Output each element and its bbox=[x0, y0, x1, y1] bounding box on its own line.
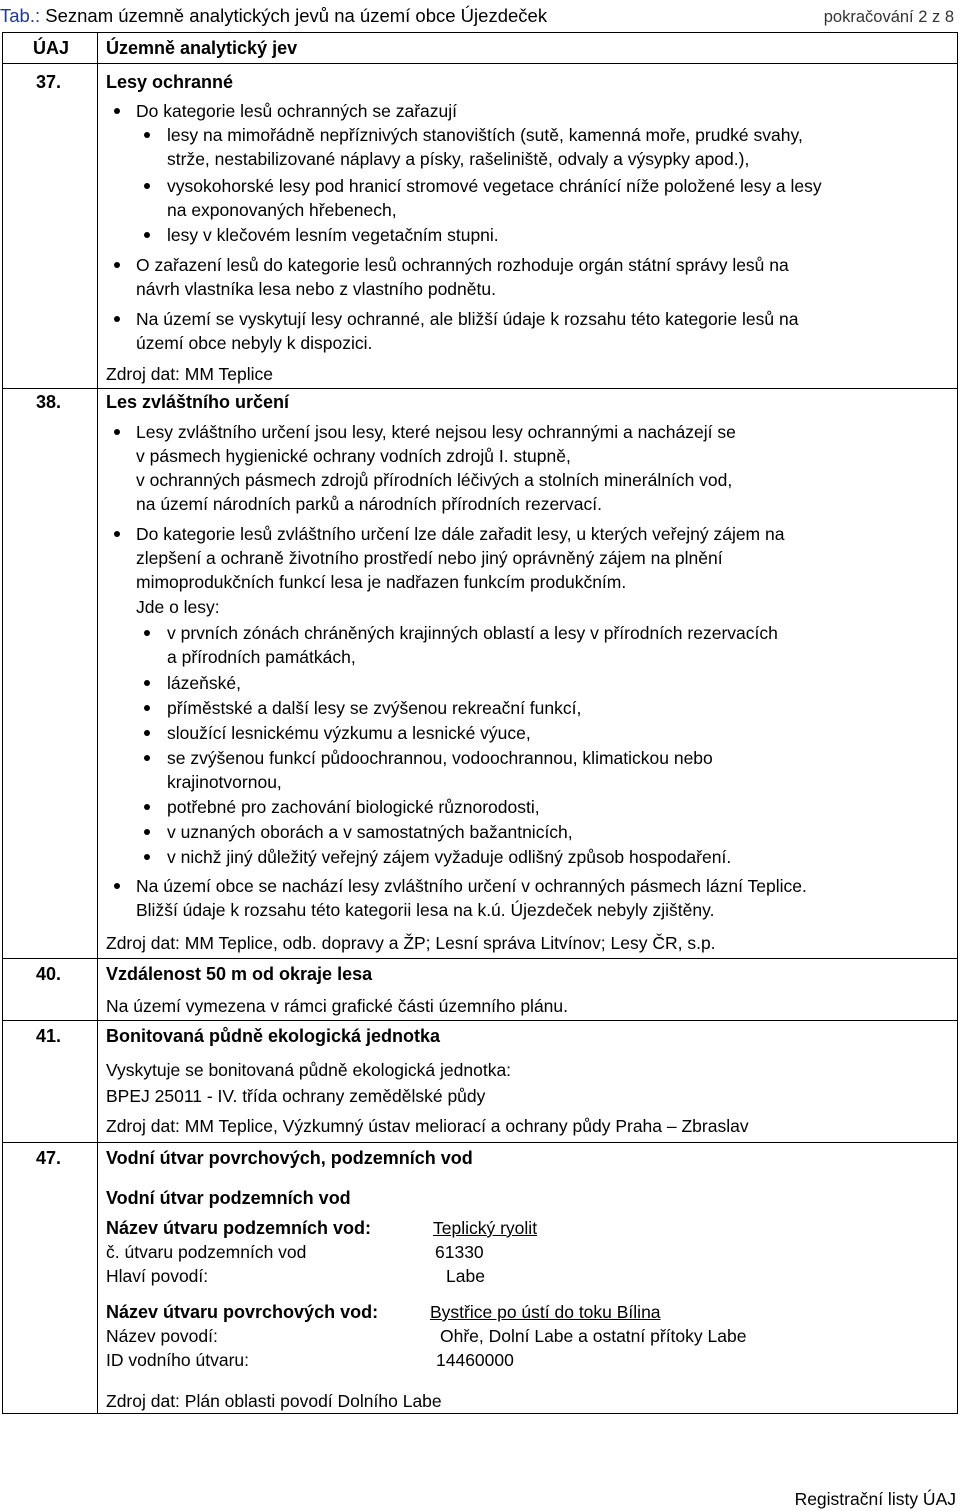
bullet-icon bbox=[144, 132, 150, 138]
caption-title: Seznam územně analytických jevů na území obce Újezdeček bbox=[45, 5, 548, 26]
section-38-title: Les zvláštního určení bbox=[106, 392, 290, 412]
groundwater-number-value: 61330 bbox=[435, 1242, 484, 1262]
s47-source: Zdroj dat: Plán oblasti povodí Dolního Labe bbox=[106, 1391, 442, 1411]
section-38-number: 38. bbox=[36, 392, 62, 412]
s37-b3-line1: Na území se vyskytují lesy ochranné, ale bližší údaje k rozsahu této kategorie lesů na bbox=[136, 309, 799, 329]
bullet-icon bbox=[144, 183, 150, 189]
section-37-title: Lesy ochranné bbox=[106, 72, 234, 92]
s38-item: v uznaných oborách a v samostatných bažantnicích, bbox=[167, 822, 573, 842]
surfacewater-id-label: ID vodního útvaru: bbox=[106, 1350, 249, 1370]
bullet-icon bbox=[144, 804, 150, 810]
section-divider bbox=[3, 958, 957, 959]
section-37-number: 37. bbox=[36, 72, 62, 92]
page-footer: Registrační listy ÚAJ bbox=[794, 1489, 956, 1509]
surfacewater-name-label: Název útvaru povrchových vod: bbox=[106, 1302, 379, 1322]
groundwater-basin-value: Labe bbox=[446, 1266, 485, 1286]
s37-b2-line2: návrh vlastníka lesa nebo z vlastního podnětu. bbox=[136, 279, 496, 299]
column-divider bbox=[97, 33, 98, 1413]
bullet-icon bbox=[144, 705, 150, 711]
s37-sub1-line2: strže, nestabilizované náplavy a písky, rašeliniště, odvaly a výsypky apod.), bbox=[167, 149, 750, 169]
section-40-title: Vzdálenost 50 m od okraje lesa bbox=[106, 964, 373, 984]
s37-source: Zdroj dat: MM Teplice bbox=[106, 364, 273, 384]
s38-source: Zdroj dat: MM Teplice, odb. dopravy a ŽP; Lesní správa Litvínov; Lesy ČR, s.p. bbox=[106, 933, 716, 953]
section-divider bbox=[3, 1142, 957, 1143]
section-divider bbox=[3, 1020, 957, 1021]
s41-line2: BPEJ 25011 - IV. třída ochrany zemědělské půdy bbox=[106, 1086, 486, 1106]
s40-text: Na území vymezena v rámci grafické části územního plánu. bbox=[106, 996, 568, 1016]
section-40-number: 40. bbox=[36, 964, 62, 984]
header-divider bbox=[3, 63, 957, 64]
bullet-icon bbox=[144, 680, 150, 686]
bullet-icon bbox=[144, 630, 150, 636]
section-47-title: Vodní útvar povrchových, podzemních vod bbox=[106, 1148, 473, 1168]
s37-sub2-line2: na exponovaných hřebenech, bbox=[167, 200, 397, 220]
bullet-icon bbox=[144, 755, 150, 761]
groundwater-name-label: Název útvaru podzemních vod: bbox=[106, 1218, 372, 1238]
s37-sub3: lesy v klečovém lesním vegetačním stupni. bbox=[167, 225, 499, 245]
bullet-icon bbox=[144, 232, 150, 238]
s38-b3-line1: Na území obce se nachází lesy zvláštního určení v ochranných pásmech lázní Teplice. bbox=[136, 876, 807, 896]
s38-b2-line3: mimoprodukčních funkcí lesa je nadřazen funkcím produkčním. bbox=[136, 572, 627, 592]
bullet-icon bbox=[114, 108, 120, 114]
s41-source: Zdroj dat: MM Teplice, Výzkumný ústav meliorací a ochrany půdy Praha – Zbraslav bbox=[106, 1116, 749, 1136]
s41-line1: Vyskytuje se bonitovaná půdně ekologická jednotka: bbox=[106, 1060, 512, 1080]
groundwater-name-value: Teplický ryolit bbox=[433, 1218, 538, 1238]
s38-b1-line4: na území národních parků a národních přírodních rezervací. bbox=[136, 494, 602, 514]
s38-item: sloužící lesnickému výzkumu a lesnické výuce, bbox=[167, 723, 531, 743]
s38-item: a přírodních památkách, bbox=[167, 647, 356, 667]
s38-item: se zvýšenou funkcí půdoochrannou, vodoochrannou, klimatickou nebo bbox=[167, 748, 713, 768]
bullet-icon bbox=[114, 316, 120, 322]
s38-item: krajinotvornou, bbox=[167, 772, 282, 792]
bullet-icon bbox=[144, 730, 150, 736]
s37-sub2-line1: vysokohorské lesy pod hranicí stromové vegetace chránící níže položené lesy a lesy bbox=[167, 176, 822, 196]
s37-b3-line2: území obce nebyly k dispozici. bbox=[136, 333, 373, 353]
s38-b2-line1: Do kategorie lesů zvláštního určení lze dále zařadit lesy, u kterých veřejný zájem na bbox=[136, 524, 785, 544]
section-41-number: 41. bbox=[36, 1026, 62, 1046]
bullet-icon bbox=[114, 429, 120, 435]
groundwater-heading: Vodní útvar podzemních vod bbox=[106, 1188, 351, 1208]
s37-intro: Do kategorie lesů ochranných se zařazují bbox=[136, 101, 458, 121]
header-col-jev: Územně analytický jev bbox=[106, 38, 298, 58]
section-41-title: Bonitovaná půdně ekologická jednotka bbox=[106, 1026, 441, 1046]
s38-item: příměstské a další lesy se zvýšenou rekreační funkcí, bbox=[167, 698, 582, 718]
s38-b1-line2: v pásmech hygienické ochrany vodních zdrojů I. stupně, bbox=[136, 446, 571, 466]
s38-item: lázeňské, bbox=[167, 673, 241, 693]
s38-item: v prvních zónách chráněných krajinných oblastí a lesy v přírodních rezervacích bbox=[167, 623, 778, 643]
bullet-icon bbox=[114, 531, 120, 537]
page-header bbox=[0, 4, 954, 29]
surfacewater-id-value: 14460000 bbox=[436, 1350, 514, 1370]
bullet-icon bbox=[144, 829, 150, 835]
section-divider bbox=[3, 388, 957, 389]
header-col-uaj: ÚAJ bbox=[33, 38, 70, 58]
table-caption bbox=[0, 4, 547, 28]
bullet-icon bbox=[114, 883, 120, 889]
s37-b2-line1: O zařazení lesů do kategorie lesů ochranných rozhoduje orgán státní správy lesů na bbox=[136, 255, 789, 275]
caption-label: Tab.: bbox=[0, 5, 41, 26]
s38-b1-line1: Lesy zvláštního určení jsou lesy, které nejsou lesy ochrannými a nacházejí se bbox=[136, 422, 736, 442]
surfacewater-basin-value: Ohře, Dolní Labe a ostatní přítoky Labe bbox=[440, 1326, 747, 1346]
continuation-note: pokračování 2 z 8 bbox=[823, 8, 954, 26]
bullet-icon bbox=[114, 262, 120, 268]
groundwater-basin-label: Hlaví povodí: bbox=[106, 1266, 209, 1286]
s38-jde: Jde o lesy: bbox=[136, 597, 220, 617]
groundwater-number-label: č. útvaru podzemních vod bbox=[106, 1242, 307, 1262]
s38-item: v nichž jiný důležitý veřejný zájem vyžaduje odlišný způsob hospodaření. bbox=[167, 847, 732, 867]
uaj-table bbox=[2, 32, 958, 1414]
surfacewater-basin-label: Název povodí: bbox=[106, 1326, 218, 1346]
s37-sub1-line1: lesy na mimořádně nepříznivých stanovištích (sutě, kamenná moře, prudké svahy, bbox=[167, 125, 803, 145]
bullet-icon bbox=[144, 854, 150, 860]
section-47-number: 47. bbox=[36, 1148, 62, 1168]
s38-b1-line3: v ochranných pásmech zdrojů přírodních léčivých a stolních minerálních vod, bbox=[136, 470, 733, 490]
s38-item: potřebné pro zachování biologické různorodosti, bbox=[167, 797, 540, 817]
surfacewater-name-value: Bystřice po ústí do toku Bílina bbox=[430, 1302, 661, 1322]
s38-b2-line2: zlepšení a ochraně životního prostředí nebo jiný oprávněný zájem na plnění bbox=[136, 548, 723, 568]
s38-b3-line2: Bližší údaje k rozsahu této kategorii lesa na k.ú. Újezdeček nebyly zjištěny. bbox=[136, 900, 715, 920]
